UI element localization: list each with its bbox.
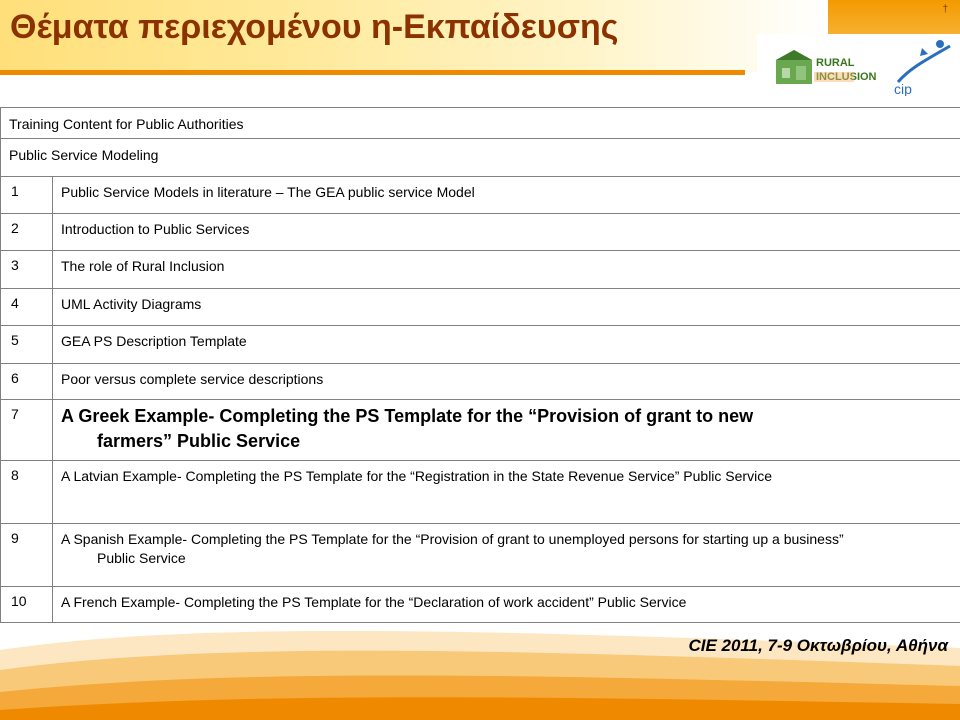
corner-mark: † bbox=[942, 4, 948, 15]
row-text: Introduction to Public Services bbox=[53, 214, 960, 251]
table-header-row bbox=[1, 108, 960, 139]
row-text: Public Service Models in literature – The GEA public service Model bbox=[53, 177, 960, 214]
row-number: 8 bbox=[1, 461, 53, 524]
row-text-line-2: Public Service bbox=[97, 550, 186, 566]
cip-logo bbox=[892, 38, 958, 96]
corner-decoration bbox=[828, 0, 960, 36]
rural-logo-text-1: RURAL bbox=[816, 57, 855, 69]
row-text-line-2: farmers” Public Service bbox=[97, 431, 301, 451]
row-text: GEA PS Description Template bbox=[53, 326, 960, 364]
row-text-line-1: A Greek Example- Completing the PS Template for the “Provision of grant to new bbox=[61, 406, 754, 426]
bottom-swoosh-decoration bbox=[0, 620, 960, 720]
table-row bbox=[1, 461, 960, 524]
table-row bbox=[1, 364, 960, 400]
table-row bbox=[1, 326, 960, 364]
row-number: 7 bbox=[1, 400, 53, 461]
row-text: UML Activity Diagrams bbox=[53, 289, 960, 326]
table-row bbox=[1, 251, 960, 289]
row-number: 2 bbox=[1, 214, 53, 251]
row-number: 9 bbox=[1, 524, 53, 587]
footer-event-text: CIE 2011, 7-9 Οκτωβρίου, Αθήνα bbox=[688, 636, 948, 655]
rural-inclusion-logo bbox=[772, 46, 882, 92]
table-row bbox=[1, 214, 960, 251]
table-row bbox=[1, 289, 960, 326]
row-text-line-1: A Spanish Example- Completing the PS Template for the “Provision of grant to unemployed persons for starting up a business” bbox=[61, 531, 844, 547]
row-text: The role of Rural Inclusion bbox=[53, 251, 960, 289]
logo-area bbox=[757, 34, 960, 98]
row-number: 4 bbox=[1, 289, 53, 326]
rural-logo-text-2: INCLUSION bbox=[816, 71, 877, 83]
row-number: 10 bbox=[1, 587, 53, 623]
table-row bbox=[1, 177, 960, 214]
row-text bbox=[53, 524, 960, 587]
row-number: 6 bbox=[1, 364, 53, 400]
title-underline bbox=[0, 70, 745, 75]
cip-logo-text: cip bbox=[894, 81, 912, 96]
table-header-1: Training Content for Public Authorities bbox=[1, 108, 960, 139]
table-header-row bbox=[1, 139, 960, 177]
table-row bbox=[1, 524, 960, 587]
row-number: 5 bbox=[1, 326, 53, 364]
row-text: A Latvian Example- Completing the PS Template for the “Registration in the State Revenue Service” Public Service bbox=[53, 461, 960, 524]
row-text: Poor versus complete service descriptions bbox=[53, 364, 960, 400]
row-text: A French Example- Completing the PS Template for the “Declaration of work accident” Public Service bbox=[53, 587, 960, 623]
content-table-wrap bbox=[0, 107, 960, 625]
table-header-2: Public Service Modeling bbox=[1, 139, 960, 177]
slide-title: Θέματα περιεχομένου η-Εκπαίδευσης bbox=[10, 8, 619, 46]
content-table bbox=[0, 107, 960, 623]
table-row bbox=[1, 400, 960, 461]
row-text bbox=[53, 400, 960, 461]
row-number: 1 bbox=[1, 177, 53, 214]
table-row bbox=[1, 587, 960, 623]
row-number: 3 bbox=[1, 251, 53, 289]
